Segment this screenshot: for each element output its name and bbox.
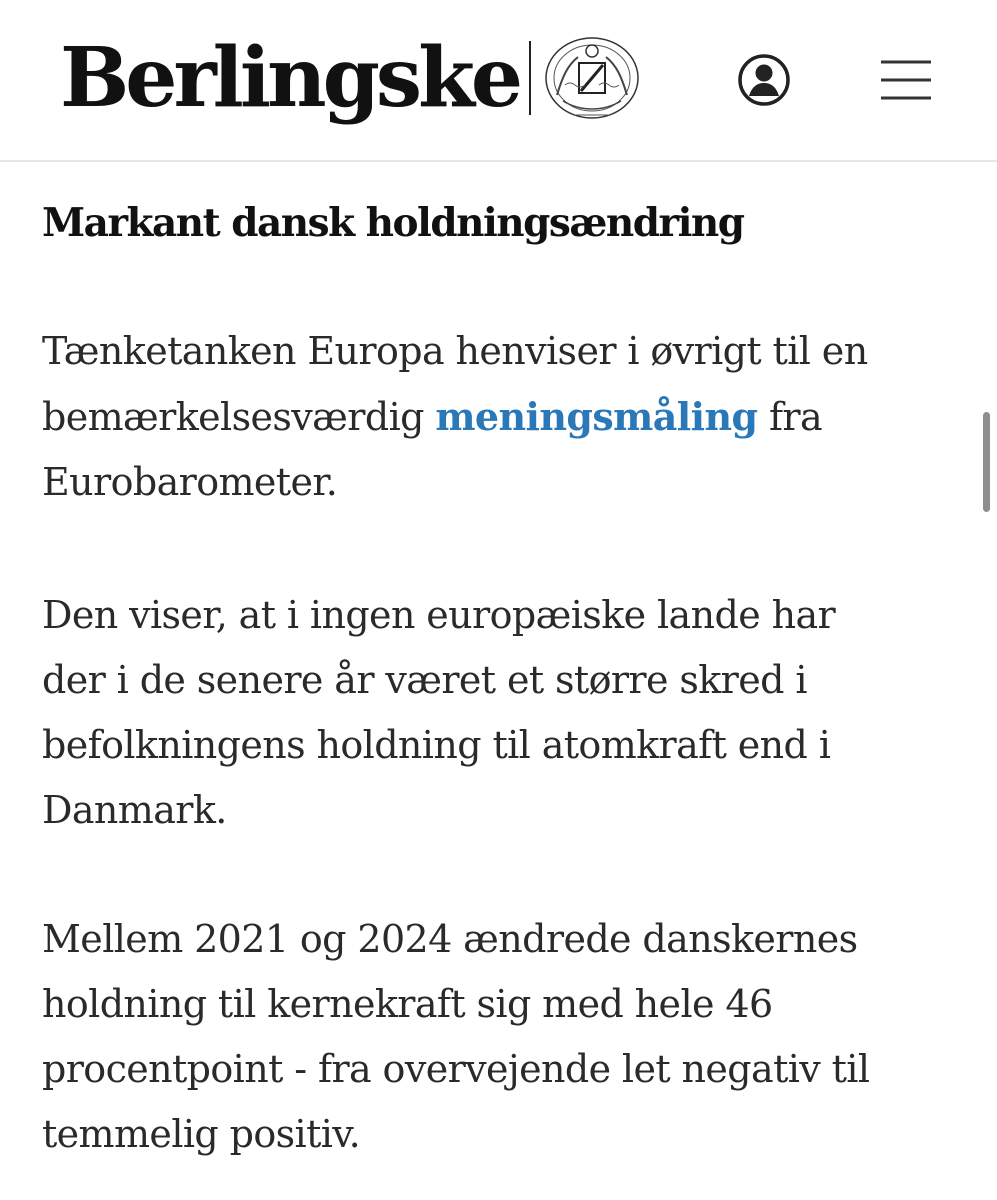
paragraph-line: der i de senere år været et større skred i <box>42 658 807 702</box>
article-paragraph <box>42 907 957 1167</box>
brand-divider <box>529 41 531 115</box>
menu-button[interactable] <box>878 56 934 104</box>
scrollbar-thumb[interactable] <box>983 412 990 512</box>
paragraph-line: temmelig positiv. <box>42 1112 361 1156</box>
paragraph-line: Mellem 2021 og 2024 ændrede danskernes <box>42 917 858 961</box>
article-paragraph <box>42 583 957 843</box>
paragraph-line <box>42 450 957 515</box>
hamburger-menu-icon <box>878 56 934 104</box>
article-paragraph <box>42 319 957 515</box>
brand-name: Berlingske <box>60 30 520 126</box>
paragraph-text: fra <box>757 395 823 439</box>
site-header <box>0 0 997 162</box>
paragraph-text: Tænketanken Europa henviser i øvrigt til en <box>42 329 868 373</box>
paragraph-line: Danmark. <box>42 788 227 832</box>
user-circle-icon <box>736 52 792 108</box>
meningsmaaling-link[interactable]: meningsmåling <box>435 394 758 439</box>
paragraph-line: procentpoint - fra overvejende let negativ til <box>42 1047 870 1091</box>
paragraph-text: bemærkelsesværdig <box>42 395 436 439</box>
article-body <box>42 185 957 1156</box>
paragraph-line <box>42 319 957 384</box>
paragraph-line: holdning til kernekraft sig med hele 46 <box>42 982 773 1026</box>
paragraph-text: Eurobarometer. <box>42 460 338 504</box>
account-button[interactable] <box>736 52 792 108</box>
paragraph-line <box>42 384 957 450</box>
section-heading: Markant dansk holdningsændring <box>42 200 744 246</box>
newspaper-seal-icon <box>543 35 641 121</box>
paragraph-line: befolkningens holdning til atomkraft end i <box>42 723 831 767</box>
paragraph-line: Den viser, at i ingen europæiske lande har <box>42 593 836 637</box>
brand-logo[interactable] <box>60 28 641 128</box>
